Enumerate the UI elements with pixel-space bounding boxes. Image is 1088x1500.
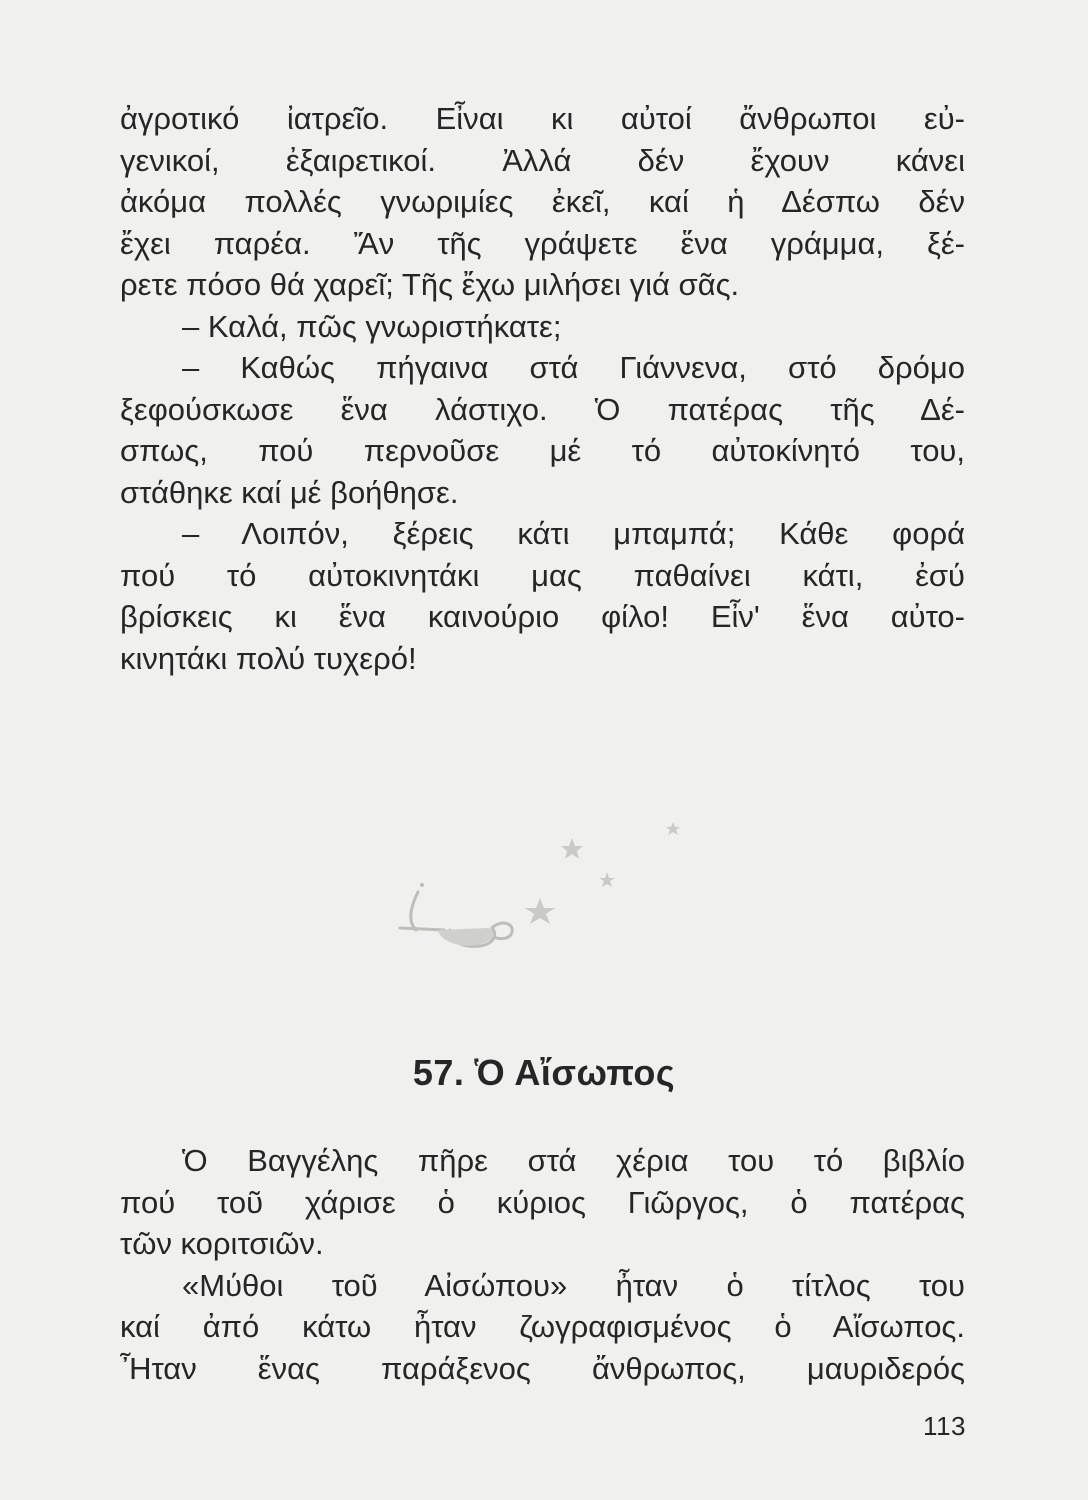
text-line: ρετε πόσο θά χαρεῖ; Τῆς ἔχω μιλήσει γιά σᾶς. bbox=[120, 267, 740, 302]
dialogue-text: Καλά, πῶς γνωριστήκατε; bbox=[207, 308, 562, 344]
dialogue-line bbox=[120, 513, 965, 555]
text-line: πού τό αὐτοκινητάκι μας παθαίνει κάτι, ἐσύ bbox=[120, 557, 965, 593]
dialogue-dash: – bbox=[182, 516, 200, 551]
text-line: ξεφούσκωσε ἕνα λάστιχο. Ὁ πατέρας τῆς Δέ- bbox=[120, 391, 965, 427]
text-line: καί ἀπό κάτω ἦταν ζωγραφισμένος ὁ Αἴσωπος. bbox=[120, 1309, 965, 1344]
top-text-block bbox=[120, 98, 965, 679]
dialogue-dash: – bbox=[182, 308, 200, 344]
text-line: Ὁ Βαγγέλης πῆρε στά χέρια του τό βιβλίο bbox=[182, 1143, 965, 1178]
text-line: κινητάκι πολύ τυχερό! bbox=[120, 640, 417, 676]
text-line: ἔχει παρέα. Ἄν τῆς γράψετε ἕνα γράμμα, ξέ- bbox=[120, 225, 965, 261]
text-line: σπως, πού περνοῦσε μέ τό αὐτοκίνητό του, bbox=[120, 433, 965, 468]
text-line: Ἦταν ἕνας παράξενος ἄνθρωπος, μαυριδερός bbox=[120, 1350, 965, 1386]
bottom-text-block bbox=[120, 1140, 965, 1389]
text-line: στάθηκε καί μέ βοήθησε. bbox=[120, 474, 459, 510]
page-number: 113 bbox=[923, 1411, 966, 1441]
dialogue-text: Λοιπόν, ξέρεις κάτι μπαμπά; Κάθε φορά bbox=[241, 516, 966, 551]
text-line: πού τοῦ χάρισε ὁ κύριος Γιῶργος, ὁ πατέρας bbox=[120, 1184, 965, 1220]
text-line: βρίσκεις κι ἕνα καινούριο φίλο! Εἶν' ἕνα αὐτο- bbox=[120, 599, 965, 634]
oil-lamp-with-stars-icon bbox=[380, 780, 720, 970]
dialogue-line bbox=[120, 347, 965, 389]
text-line: ἀγροτικό ἰατρεῖο. Εἶναι κι αὐτοί ἄνθρωποι εὐ- bbox=[120, 101, 965, 136]
dialogue-text: Καθώς πήγαινα στά Γιάννενα, στό δρόμο bbox=[240, 350, 965, 385]
dialogue-dash: – bbox=[182, 350, 200, 385]
text-line: «Μύθοι τοῦ Αἰσώπου» ἦταν ὁ τίτλος του bbox=[182, 1267, 965, 1303]
dialogue-line bbox=[120, 306, 965, 348]
text-line: τῶν κοριτσιῶν. bbox=[120, 1226, 324, 1261]
chapter-title: 57. Ὁ Αἴσωπος bbox=[412, 1052, 676, 1093]
text-line: γενικοί, ἐξαιρετικοί. Ἀλλά δέν ἔχουν κάνει bbox=[120, 142, 965, 178]
text-line: ἀκόμα πολλές γνωριμίες ἐκεῖ, καί ἡ Δέσπω δέν bbox=[120, 184, 965, 219]
